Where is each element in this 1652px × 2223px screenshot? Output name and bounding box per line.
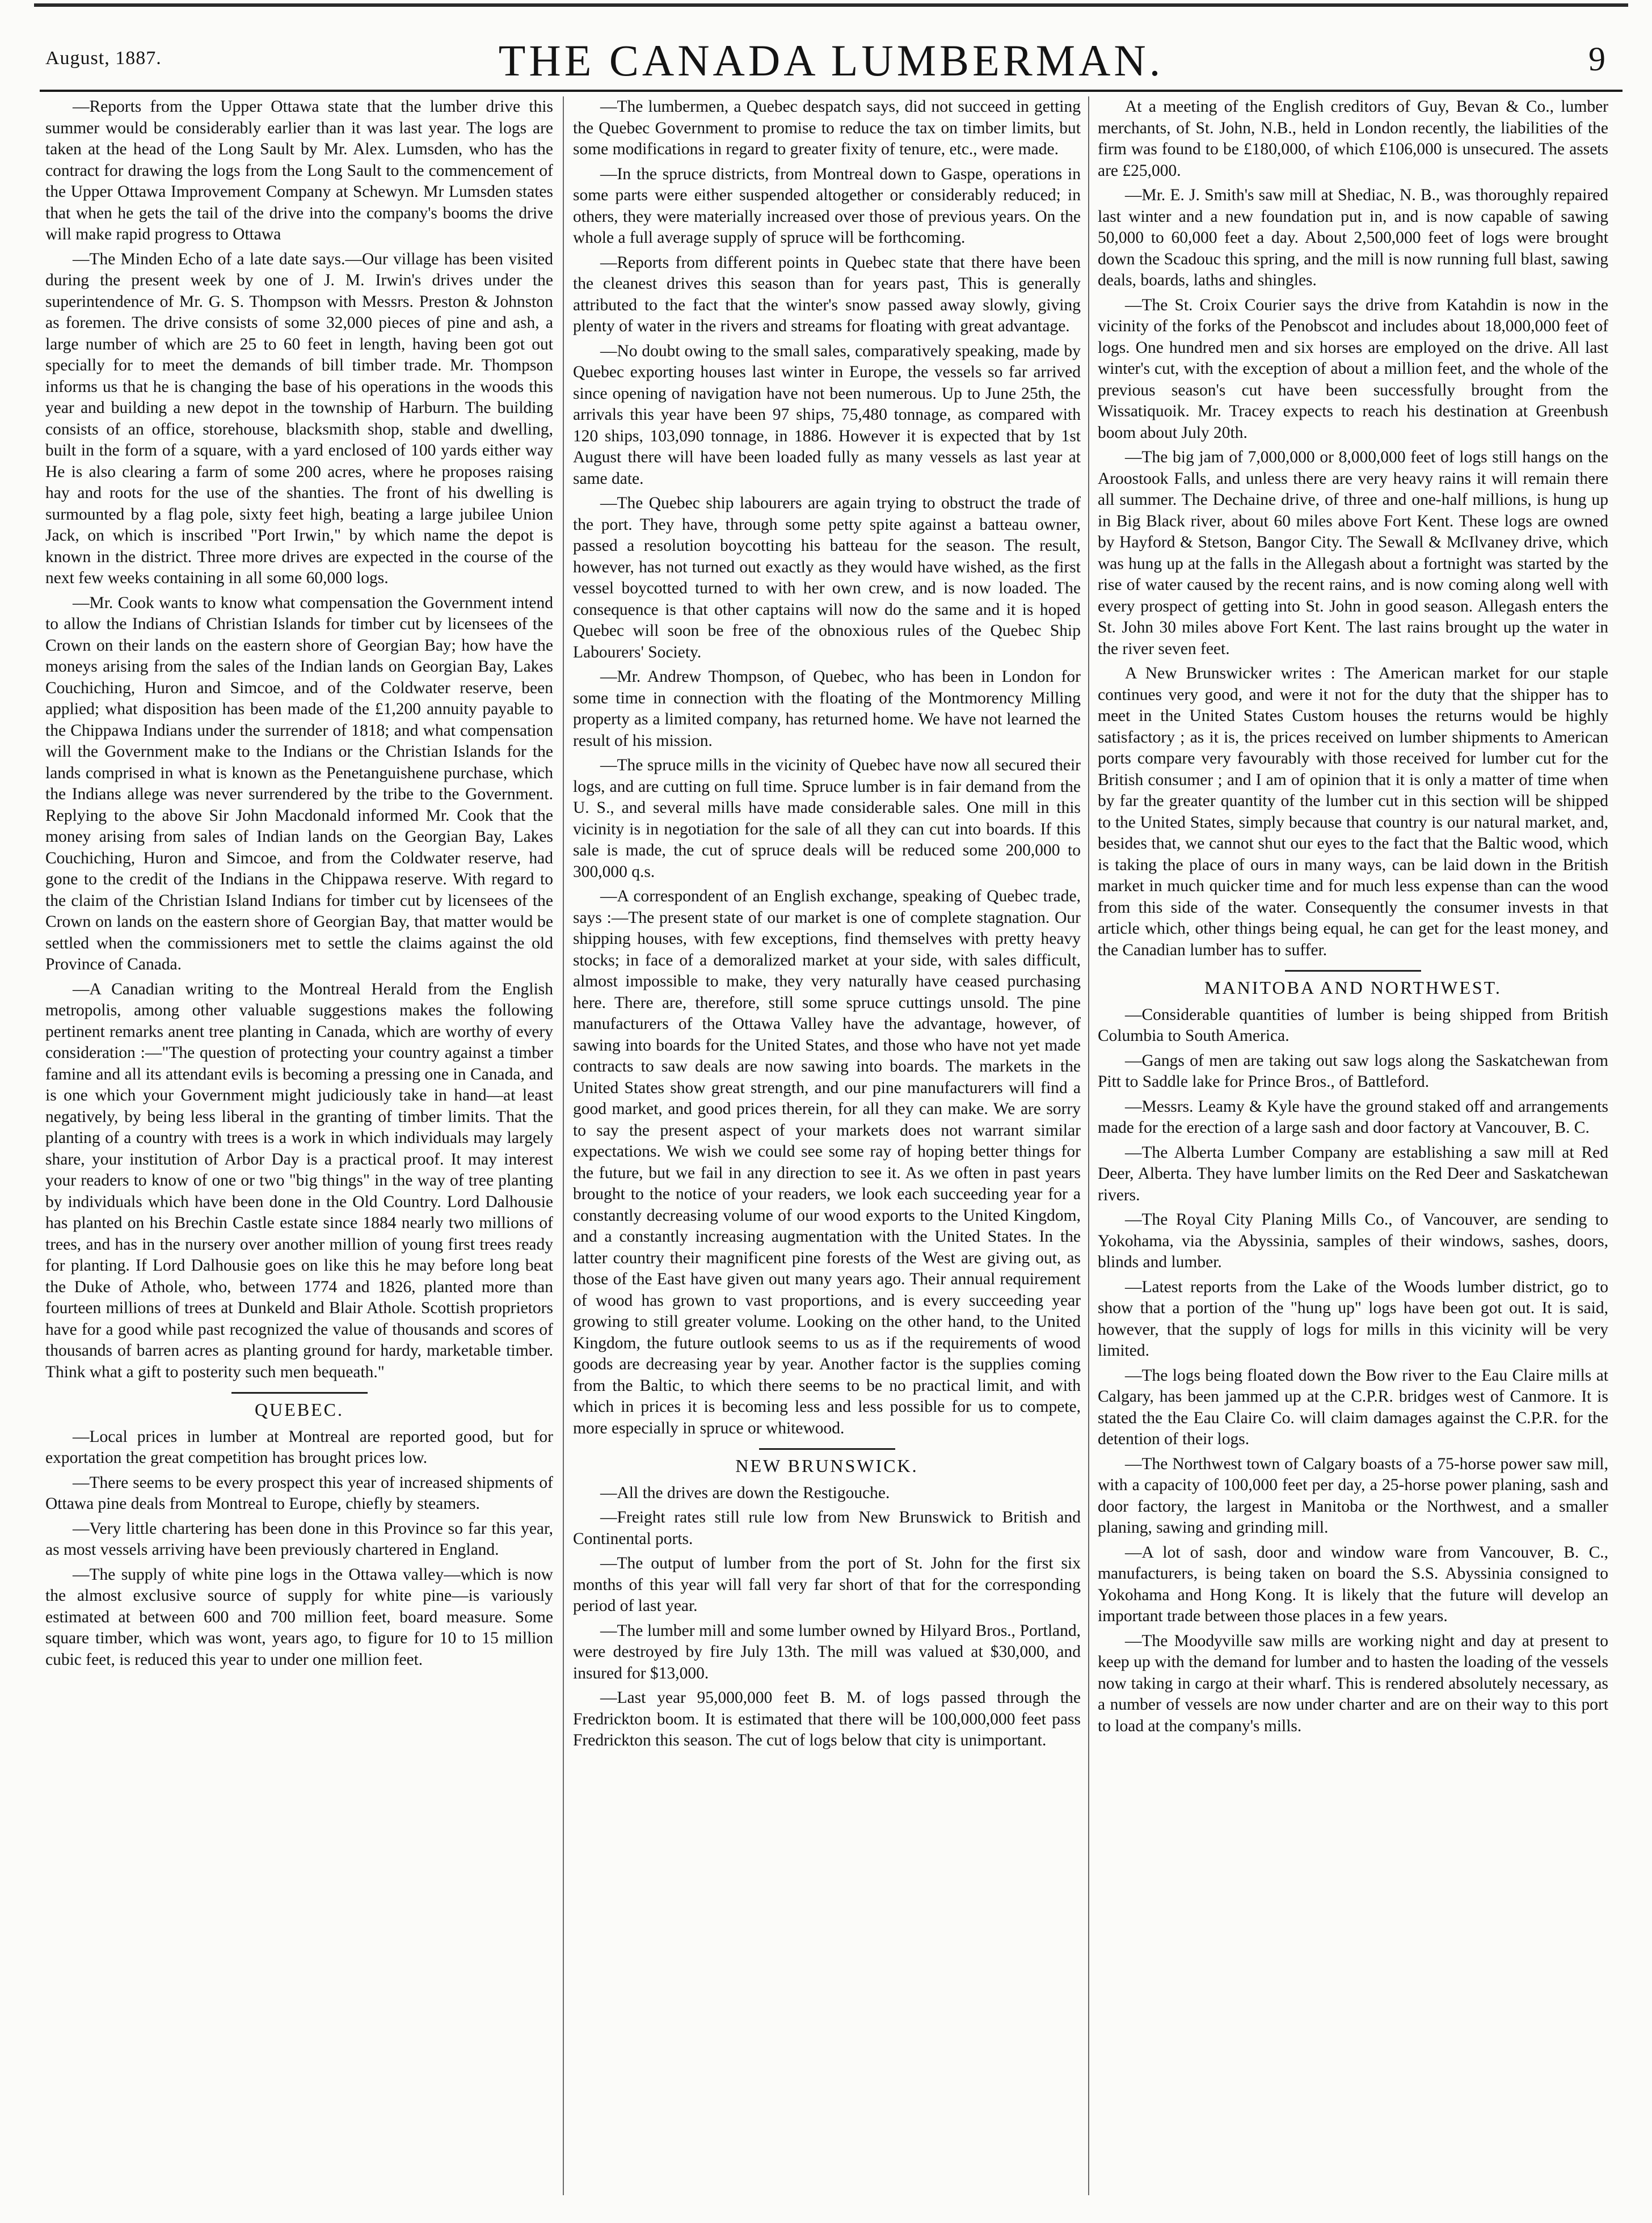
news-item: —The St. Croix Courier says the drive from Katahdin is now in the vicinity of the forks of the Penobscot and includes about 18,000,000 feet of logs. One hundred men and six horses are employed on the drive. All last winter's cut, with the exception of about a million feet, and the whole of the previous season's cut have been successfully brought from the Wissatiquoik. Mr. Tracey expects to reach his destination at Greenbush boom about July 20th. <box>1098 296 1608 442</box>
masthead <box>40 35 1622 90</box>
column-divider <box>1088 96 1089 2195</box>
news-item: —Messrs. Leamy & Kyle have the ground staked off and arrangements made for the erection of a large sash and door factory at Vancouver, B. C. <box>1098 1097 1608 1137</box>
section-divider-rule <box>1285 970 1421 972</box>
news-item: —The spruce mills in the vicinity of Quebec have now all secured their logs, and are cutting on full time. Spruce lumber is in fair demand from the U. S., and several mills have made considerable sales. One mill in this vicinity is in negotiation for the sale of all they can cut into boards. If this sale is made, the cut of spruce deals will be reduced some 200,000 to 300,000 q.s. <box>573 756 1081 881</box>
news-item: —In the spruce districts, from Montreal down to Gaspe, operations in some parts were either suspended altogether or considerably reduced; in others, they were materially increased over those of previous years. On the whole a full average supply of spruce will be forthcoming. <box>573 164 1081 247</box>
news-item: —The big jam of 7,000,000 or 8,000,000 feet of logs still hangs on the Aroostook Falls, and unless there are very heavy rains it will remain there all summer. The Dechaine drive, of three and one-half millions, is hung up in Big Black river, about 60 miles above Fort Kent. These logs are owned by Hayford & Stetson, Bangor City. The Sewall & McIlvaney drive, which was hung up at the falls in the Allegash about a fortnight was started by the rise of water caused by the recent rains, and is now coming along well with every prospect of getting into St. John in good season. Allegash enters the St. John 30 miles above Fort Kent. The last rains brought up the water in the river seven feet. <box>1098 448 1608 658</box>
news-item: —A Canadian writing to the Montreal Herald from the English metropolis, among other valuable suggestions makes the following pertinent remarks anent tree planting in Canada, which are worthy of every consideration :—"The question of protecting your country against a timber famine and all its attendant evils is becoming a pressing one in Canada, and is one which your Government might judiciously take in hand—at least negatively, by being less liberal in the granting of timber limits. That the planting of a country with trees is a work in which individuals may largely share, your institution of Arbor Day is a practical proof. It may interest your readers to know of one or two "big things" in the way of tree planting by individuals which have been done in the Old Country. Lord Dalhousie has planted on his Brechin Castle estate since 1884 nearly two millions of trees, and has in the nursery over another million of young first trees ready for planting. If Lord Dalhousie goes on like this he may before long beat the Duke of Athole, who, between 1774 and 1826, planted more than fourteen millions of trees at Dunkeld and Blair Athole. Scottish proprietors have for a good while past recognized the value of thousands and scores of thousands of barren acres as planting ground for hardy, marketable timber. Think what a gift to posterity such men bequeath." <box>45 980 553 1381</box>
news-item: —All the drives are down the Restigouche. <box>600 1483 890 1502</box>
column-2 <box>573 96 1081 2195</box>
news-item: —A correspondent of an English exchange, speaking of Quebec trade, says :—The present state of our market is one of complete stagnation. Our shipping houses, with few exceptions, find themselves with pretty heavy stocks; in face of a demoralized market at your side, with sales difficult, almost impossible to make, they very naturally have ceased purchasing here. There are, therefore, still some spruce cuttings unsold. The pine manufacturers of the Ottawa Valley have the advantage, however, of sawing into boards for the United States, and those who have not yet made contracts to saw deals are now sawing into boards. The markets in the United States show great strength, and our pine manufacturers will find a good market, and good prices therein, for all they can make. We are sorry to say the present aspect of your markets does not warrant similar expectations. We wish we could see some ray of hoping better things for the future, but we fail in any direction to see it. As we often in past years brought to the notice of your readers, we look each succeeding year for a constantly decreasing volume of our wood exports to the United Kingdom, and a constantly increasing augmentation with the United States. In the latter country their magnificent pine forests of the West are giving out, as those of the East have given out many years ago. Their annual requirement of wood has grown to vast proportions, and is every succeeding year growing to still greater volume. Looking on the other hand, to the United Kingdom, the future outlook seems to us as if the requirements of wood goods are decreasing year by year. Another factor is the supplies coming from the Baltic, to which there seems to be no practical limit, and with which in prices it is becoming less and less possible for us to compete, more especially in spruce or whitewood. <box>573 887 1081 1437</box>
news-item: —The Moodyville saw mills are working night and day at present to keep up with the demand for lumber and to hasten the loading of the vessels now taking in cargo at their wharf. This is rendered absolutely necessary, as a number of vessels are now under charter and are on their way to this port to load at the company's mills. <box>1098 1631 1608 1735</box>
news-item: —The Royal City Planing Mills Co., of Vancouver, are sending to Yokohama, via the Abyssinia, samples of their windows, sashes, doors, blinds and lumber. <box>1098 1210 1608 1271</box>
news-item: —Very little chartering has been done in this Province so far this year, as most vessels arriving have been previously chartered in England. <box>45 1519 553 1559</box>
news-item: —The lumber mill and some lumber owned by Hilyard Bros., Portland, were destroyed by fire July 13th. The mill was valued at $30,000, and insured for $13,000. <box>573 1621 1081 1682</box>
news-item: —There seems to be every prospect this year of increased shipments of Ottawa pine deals from Montreal to Europe, chiefly by steamers. <box>45 1473 553 1513</box>
issue-date: August, 1887. <box>45 48 162 69</box>
column-3 <box>1098 96 1608 2195</box>
news-item: —The Northwest town of Calgary boasts of a 75-horse power saw mill, with a capacity of 100,000 feet per day, a 25-horse power planing, sash and door factory, the largest in Manitoba or the Northwest, and a smaller planing, sawing and grinding mill. <box>1098 1454 1608 1537</box>
section-heading: QUEBEC. <box>255 1399 344 1420</box>
column-divider <box>563 96 564 2195</box>
news-item: —Mr. Andrew Thompson, of Quebec, who has been in London for some time in connection with the floating of the Montmorency Milling property as a limited company, has returned home. We have not learned the result of his mission. <box>573 668 1081 750</box>
page-number: 9 <box>1588 40 1605 78</box>
news-item: —Freight rates still rule low from New Brunswick to British and Continental ports. <box>573 1508 1081 1548</box>
news-item: —Mr. Cook wants to know what compensation the Government intend to allow the Indians of Christian Islands for timber cut by licensees of the Crown on their lands on the eastern shore of Georgian Bay; how have the moneys arising from the sales of the Indian lands on Georgian Bay, Lakes Couchiching, Huron and Simcoe, and of the Coldwater reserve, been applied; what disposition has been made of the £1,200 annuity payable to the Chippawa Indians under the surrender of 1818; and what compensation will the Government make to the Indians or the Christian Islands for the lands comprised in what is known as the Penetanguishene purchase, which the Indians allege was never surrendered by the tribe to the Government. Replying to the above Sir John Macdonald informed Mr. Cook that the money arising from sales of Indian lands on the Georgian Bay, Lakes Couchiching, Huron and Simcoe, and from the Coldwater reserve, had gone to the credit of the Indians in the Chippawa reserve. With regard to the claim of the Christian Island Indians for timber cut by licensees of the Crown on lands on the eastern shore of Georgian Bay, that matter would be settled when the commissioners met to settle the claims against the old Province of Canada. <box>45 593 553 973</box>
news-item: —Latest reports from the Lake of the Woods lumber district, go to show that a portion of the "hung up" logs have been got out. It is said, however, that the supply of logs for mills in this vicinity will be very limited. <box>1098 1277 1608 1360</box>
news-item: —The lumbermen, a Quebec despatch says, did not succeed in getting the Quebec Government to promise to reduce the tax on timber limits, but some modifications in regard to greater fixity of tenure, etc., were made. <box>573 98 1081 158</box>
column-1 <box>45 96 553 2195</box>
section-heading: NEW BRUNSWICK. <box>735 1456 918 1476</box>
news-item: —Gangs of men are taking out saw logs along the Saskatchewan from Pitt to Saddle lake for Prince Bros., of Battleford. <box>1098 1051 1608 1091</box>
news-item: —The Quebec ship labourers are again trying to obstruct the trade of the port. They have, through some petty spite against a batteau owner, passed a resolution boycotting his batteau for the season. The result, however, has not turned out exactly as they would have wished, as the first vessel boycotted turned to with her own crew, and is now loaded. The consequence is that other captains will now do the same and it is hoped Quebec will soon be free of the obnoxious rules of the Quebec Ship Labourers' Society. <box>573 494 1081 661</box>
top-border-rule <box>34 3 1628 7</box>
section-divider-rule <box>759 1448 895 1450</box>
newspaper-title: THE CANADA LUMBERMAN. <box>498 36 1164 85</box>
masthead-rule <box>40 90 1622 92</box>
news-item: —No doubt owing to the small sales, comparatively speaking, made by Quebec exporting houses last winter in Europe, the vessels so far arrived since opening of navigation have not been numerous. Up to June 25th, the arrivals this year have been 97 ships, 75,480 tonnage, as compared with 120 ships, 103,090 tonnage, in 1886. However it is expected that by 1st August there will have been loaded fully as many vessels as last year at same date. <box>573 341 1081 488</box>
news-item: —The Alberta Lumber Company are establishing a saw mill at Red Deer, Alberta. They have lumber limits on the Red Deer and Saskatchewan rivers. <box>1098 1143 1608 1204</box>
news-item: —The output of lumber from the port of St. John for the first six months of this year will fall very far short of that for the corresponding period of last year. <box>573 1554 1081 1615</box>
section-heading: MANITOBA AND NORTHWEST. <box>1204 977 1502 998</box>
news-item: —Reports from the Upper Ottawa state that the lumber drive this summer would be considerably earlier than it was last year. The logs are taken at the head of the Long Sault by Mr. Alex. Lumsden, who has the contract for drawing the logs from the Long Sault to the commencement of the Upper Ottawa Improvement Company at Schewyn. Mr Lumsden states that when he gets the tail of the drive into the company's booms the drive will make rapid progress to Ottawa <box>45 98 553 243</box>
news-item: —Mr. E. J. Smith's saw mill at Shediac, N. B., was thoroughly repaired last winter and a new foundation put in, and is now capable of sawing 50,000 to 60,000 feet a day. About 2,500,000 feet of logs were brought down the Scadouc this spring, and the mill is now running full blast, sawing deals, boards, laths and shingles. <box>1098 186 1608 289</box>
news-item: —Last year 95,000,000 feet B. M. of logs passed through the Fredrickton boom. It is estimated that there will be 100,000,000 feet pass Fredrickton this season. The cut of logs below that city is unimportant. <box>573 1689 1081 1749</box>
news-item: At a meeting of the English creditors of Guy, Bevan & Co., lumber merchants, of St. John, N.B., held in London recently, the liabilities of the firm was found to be £180,000, of which £106,000 is unsecured. The assets are £25,000. <box>1098 98 1608 180</box>
news-item: —The supply of white pine logs in the Ottawa valley—which is now the almost exclusive source of supply for white pine—is variously estimated at between 600 and 700 million feet, board measure. Some square timber, which was wont, years ago, to figure for 10 to 15 million cubic feet, is reduced this year to under one million feet. <box>45 1565 553 1669</box>
news-item: A New Brunswicker writes : The American market for our staple continues very good, and were it not for the duty that the shipper has to meet in the United States Custom houses the returns would be highly satisfactory ; as it is, the prices received on lumber shipments to American ports compare very favourably with those received for lumber cut for the British consumer ; and I am of opinion that it is only a matter of time when by far the greater quantity of the lumber cut in this section will be shipped to the United States, simply because that country is our natural market, and, besides that, we cannot shut our eyes to the fact that the Baltic wood, which is taking the place of ours in many ways, can be laid down in the British market in much quicker time and for much less expense than can the wood from this side of the water. Consequently the consumer invests in that article which, other things being equal, he can get for the least money, and the Canadian lumber has to suffer. <box>1098 664 1608 959</box>
news-item: —Local prices in lumber at Montreal are reported good, but for exportation the great competition has brought prices low. <box>45 1427 553 1467</box>
news-item: —Considerable quantities of lumber is being shipped from British Columbia to South America. <box>1098 1005 1608 1045</box>
section-divider-rule <box>231 1392 368 1394</box>
news-item: —Reports from different points in Quebec state that there have been the cleanest drives this season than for years past, This is generally attributed to the fact that the winter's snow passed away slowly, giving plenty of water in the rivers and streams for floating with great advantage. <box>573 253 1081 335</box>
news-item: —A lot of sash, door and window ware from Vancouver, B. C., manufacturers, is being taken on board the S.S. Abyssinia consigned to Yokohama and Hong Kong. It is likely that the future will develop an important trade between those places in a few years. <box>1098 1543 1608 1625</box>
news-item: —The Minden Echo of a late date says.—Our village has been visited during the present week by one of J. M. Irwin's drives under the superintendence of Mr. G. S. Thompson with Messrs. Preston & Johnston as foremen. The drive consists of some 32,000 pieces of pine and ash, a large number of which are 25 to 60 feet in length, having been got out specially for to meet the demands of bill timber trade. Mr. Thompson informs us that he is changing the base of his operations in the woods this year and building a new depot in the township of Harburn. The building consists of an office, storehouse, blacksmith shop, stable and dwelling, built in the form of a square, with a yard enclosed of 100 yards either way He is also clearing a farm of some 200 acres, where he proposes raising hay and roots for the use of the shanties. The front of his dwelling is surmounted by a flag pole, sixty feet high, beating a large jubilee Union Jack, on which is inscribed "Port Irwin," by which name the depot is known in the district. Three more drives are expected in the course of the next few weeks containing in all some 60,000 logs. <box>45 250 553 587</box>
news-item: —The logs being floated down the Bow river to the Eau Claire mills at Calgary, has been jammed up at the C.P.R. bridges west of Canmore. It is stated the the Eau Claire Co. will claim damages against the C.P.R. for the detention of their logs. <box>1098 1366 1608 1448</box>
